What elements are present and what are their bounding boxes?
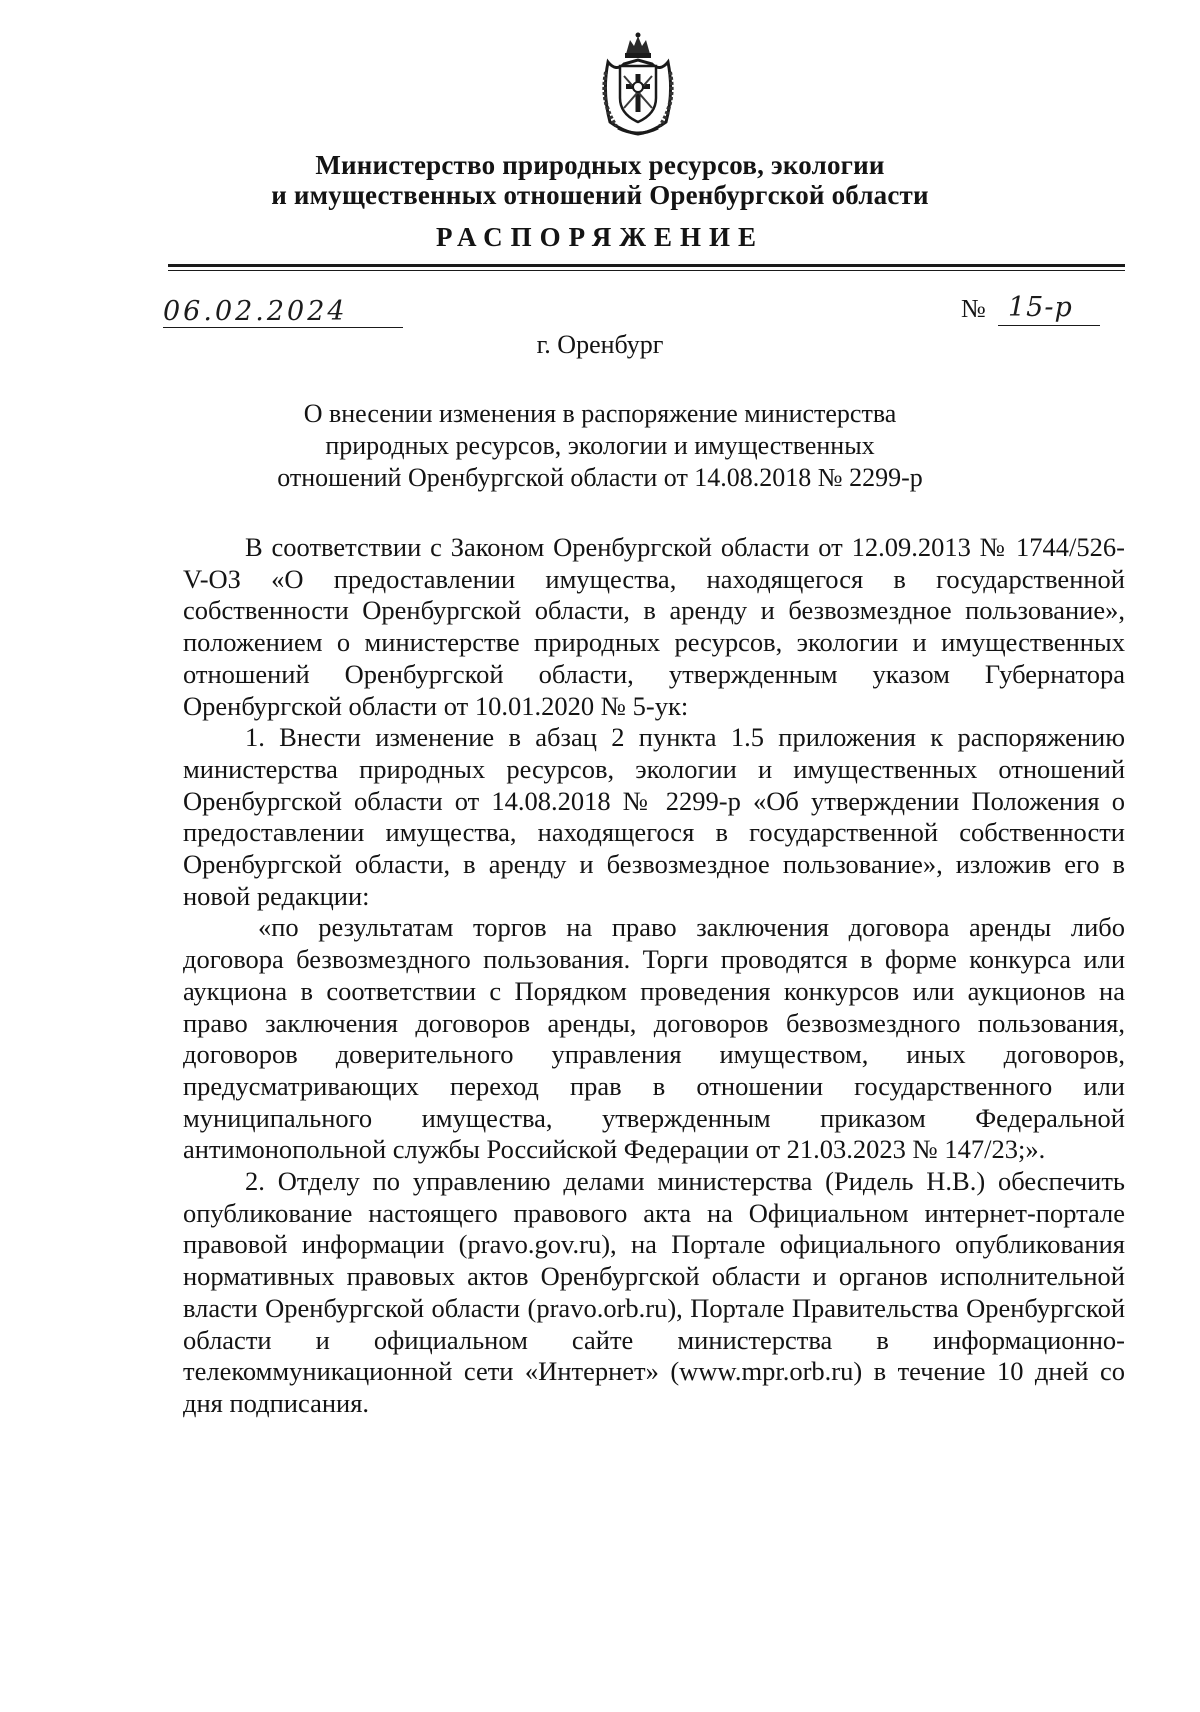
document-number: 15-р <box>1008 292 1073 323</box>
document-type-title: РАСПОРЯЖЕНИЕ <box>435 222 765 252</box>
item-1-paragraph: 1. Внести изменение в абзац 2 пункта 1.5 приложения к распоряжению министерства природных ресурсов, экологии и имущественных отношений Оренбургской области от 14.08.2018 № 2299-р «Об утверждении Положения о предоставлении имущества, находящегося в государственной собственности Оренбургской области, в аренду и безвозмездное пользование», изложив его в новой редакции: <box>183 722 1125 911</box>
date-underline <box>163 327 403 328</box>
subject-line: природных ресурсов, экологии и имущественных <box>325 431 875 460</box>
document-subject <box>200 398 1000 494</box>
subject-line: отношений Оренбургской области от 14.08.2018 № 2299-р <box>277 463 923 492</box>
item-1-quote-paragraph: «по результатам торгов на право заключения договора аренды либо договора безвозмездного пользования. Торги проводятся в форме конкурса или аукциона в соответствии с Порядком проведения конкурсов или аукционов на право заключения договоров аренды, договоров безвозмездного пользования, договоров доверительного управления имуществом, иных договоров, предусматривающих переход прав в отношении государственного или муниципального имущества, утвержденным приказом Федеральной антимонопольной службы Российской Федерации от 21.03.2023 № 147/23;». <box>183 912 1125 1165</box>
header-divider-thick <box>168 264 1125 267</box>
city: г. Оренбург <box>536 330 664 359</box>
orenburg-coat-of-arms-icon <box>600 32 676 136</box>
number-underline <box>998 325 1100 326</box>
number-label: № <box>961 294 986 323</box>
document-date: 06.02.2024 <box>163 296 348 327</box>
preamble-paragraph: В соответствии с Законом Оренбургской области от 12.09.2013 № 1744/526-V-ОЗ «О предоставлении имущества, находящегося в государственной собственности Оренбургской области, в аренду и безвозмездное пользование», положением о министерстве природных ресурсов, экологии и имущественных отношений Оренбургской области, утвержденным указом Губернатора Оренбургской области от 10.01.2020 № 5-ук: <box>183 532 1125 721</box>
item-2-paragraph: 2. Отделу по управлению делами министерства (Ридель Н.В.) обеспечить опубликование настоящего правового акта на Официальном интернет-портале правовой информации (pravo.gov.ru), на Портале официального опубликования нормативных правовых актов Оренбургской области и органов исполнительной власти Оренбургской области (pravo.orb.ru), Портале Правительства Оренбургской области и официальном сайте министерства в информационно-телекоммуникационной сети «Интернет» (www.mpr.orb.ru) в течение 10 дней со дня подписания. <box>183 1166 1125 1418</box>
ministry-name-line2: и имущественных отношений Оренбургской области <box>271 180 929 210</box>
document-body <box>183 532 1125 1420</box>
subject-line: О внесении изменения в распоряжение министерства <box>303 399 897 428</box>
header-divider-thin <box>168 270 1125 271</box>
ministry-name-line1: Министерство природных ресурсов, экологии <box>315 150 885 180</box>
